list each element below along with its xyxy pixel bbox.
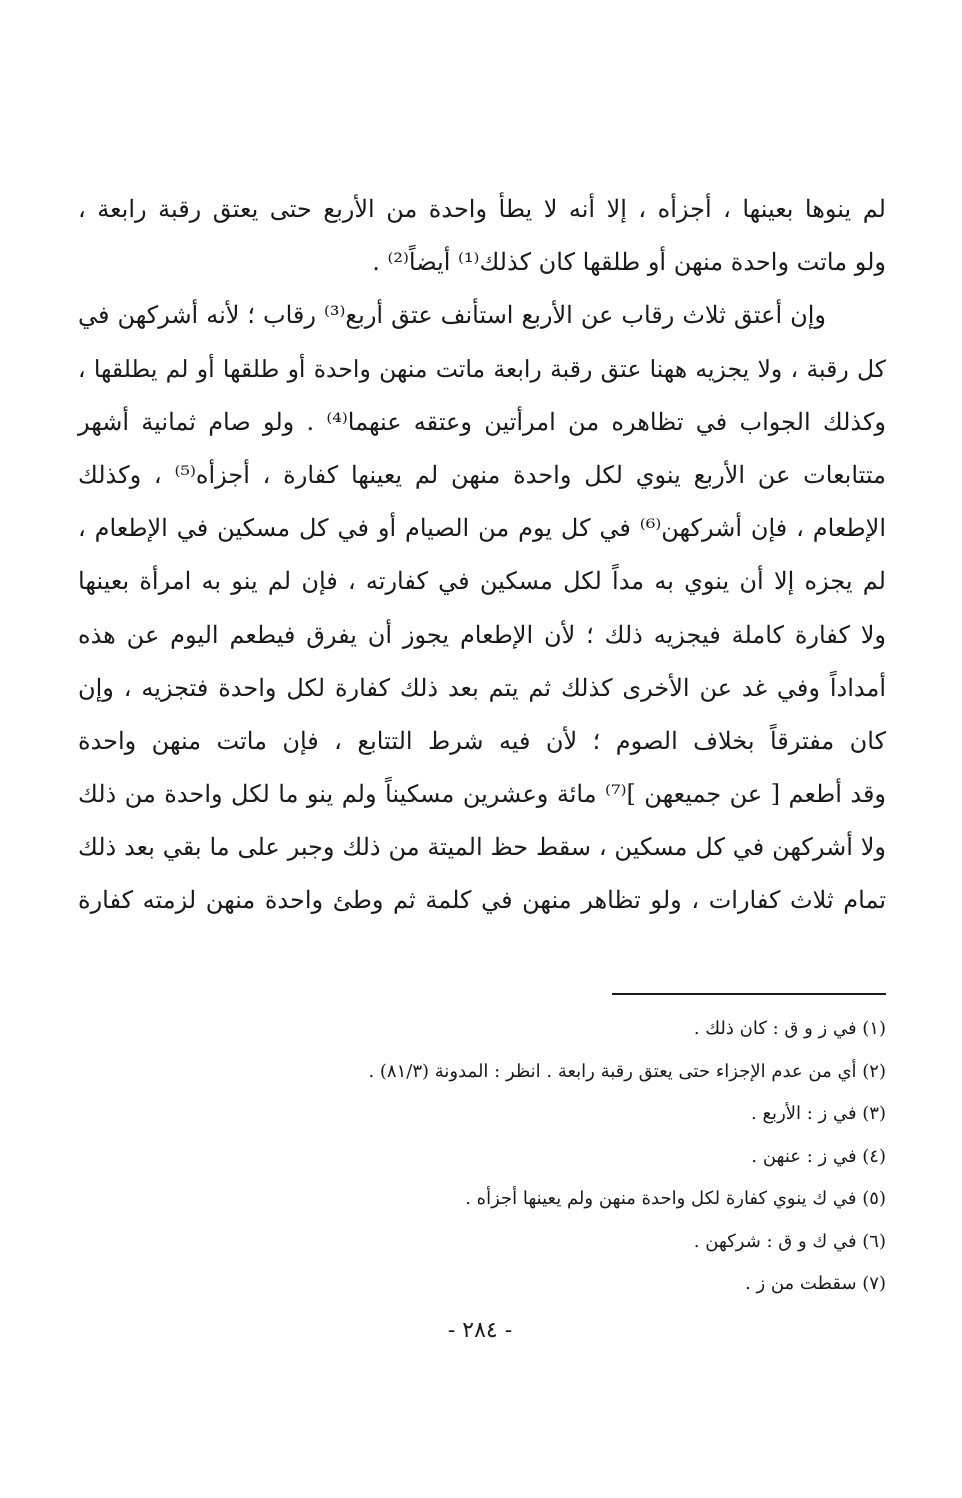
- text-line: تمام ثلاث كفارات ، ولو تظاهر منهن في كلمة ثم وطئ واحدة منهن لزمته كفارة: [78, 886, 886, 915]
- text-line: وإن أعتق ثلاث رقاب عن الأربع استأنف عتق أربع⁽³⁾ رقاب ؛ لأنه أشركهن في: [78, 301, 827, 330]
- main-text: [78, 183, 886, 928]
- footnote: (٤) في ز : عنهن .: [751, 1145, 886, 1167]
- footnote: (٢) أي من عدم الإجزاء حتى يعتق رقبة رابعة . انظر : المدونة (٨١/٣) .: [368, 1060, 886, 1082]
- text-line: وقد أطعم [ عن جميعهن ]⁽⁷⁾ مائة وعشرين مسكيناً ولم ينو ما لكل واحدة من ذلك: [78, 780, 887, 809]
- text-line: ولا أشركهن في كل مسكين ، سقط حظ الميتة من ذلك وجبر على ما بقي بعد ذلك: [78, 833, 886, 862]
- text-line: كل رقبة ، ولا يجزيه ههنا عتق رقبة رابعة ماتت منهن واحدة أو طلقها أو لم يطلقها ،: [78, 354, 886, 383]
- text-line: الإطعام ، فإن أشركهن⁽⁶⁾ في كل يوم من الصيام أو في كل مسكين في الإطعام ،: [78, 514, 887, 543]
- page-number: - ٢٨٤ -: [447, 1318, 513, 1343]
- footnotes: [78, 1008, 886, 1306]
- text-line: لم ينوها بعينها ، أجزأه ، إلا أنه لا يطأ واحدة من الأربع حتى يعتق رقبة رابعة ،: [78, 195, 886, 223]
- footnote: (٥) في ك ينوي كفارة لكل واحدة منهن ولم يعينها أجزأه .: [465, 1188, 886, 1209]
- footnote-divider: [612, 993, 886, 995]
- footnote: (١) في ز و ق : كان ذلك .: [693, 1018, 886, 1039]
- footnote: (٧) سقطت من ز .: [745, 1273, 886, 1294]
- footnote: (٦) في ك و ق : شركهن .: [693, 1230, 886, 1252]
- footnote: (٣) في ز : الأربع .: [751, 1103, 886, 1124]
- text-line: كان مفترقاً بخلاف الصوم ؛ لأن فيه شرط التتابع ، فإن ماتت منهن واحدة: [78, 726, 886, 755]
- text-line: متتابعات عن الأربع ينوي لكل واحدة منهن لم يعينها كفارة ، أجزأه⁽⁵⁾ ، وكذلك: [78, 460, 886, 489]
- text-line: ولا كفارة كاملة فيجزيه ذلك ؛ لأن الإطعام يجوز أن يفرق فيطعم اليوم عن هذه: [78, 620, 887, 649]
- text-line: وكذلك الجواب في تظاهره من امرأتين وعتقه عنهما⁽⁴⁾ . ولو صام ثمانية أشهر: [78, 407, 886, 436]
- text-line: ولو ماتت واحدة منهن أو طلقها كان كذلك⁽¹⁾ أيضاً⁽²⁾ .: [372, 248, 886, 277]
- text-line: أمداداً وفي غد عن الأخرى كذلك ثم يتم بعد ذلك كفارة لكل واحدة فتجزيه ، وإن: [78, 673, 886, 702]
- text-line: لم يجزه إلا أن ينوي به مداً لكل مسكين في كفارته ، فإن لم ينو به امرأة بعينها: [78, 567, 886, 596]
